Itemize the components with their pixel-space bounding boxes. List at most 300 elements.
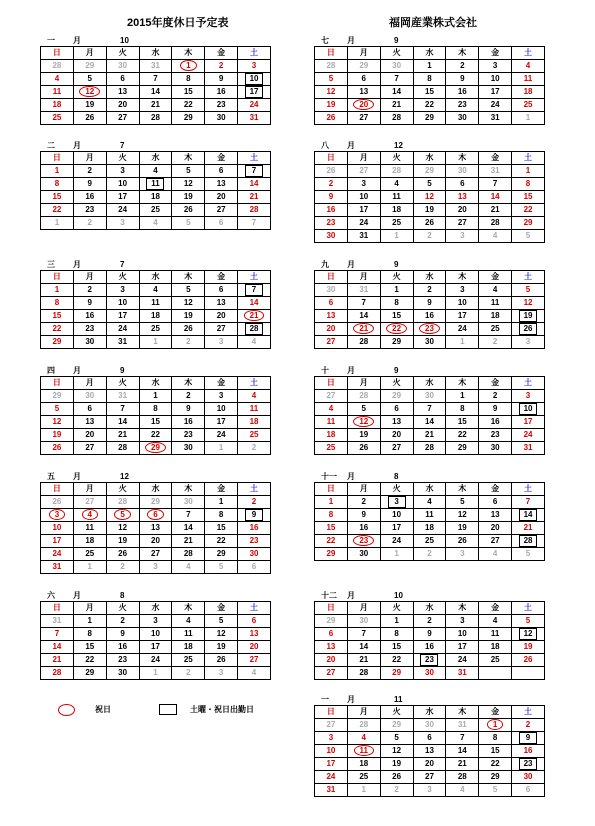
weekday-header: 木 <box>446 483 479 496</box>
day-number: 30 <box>183 497 193 506</box>
weekday-header: 月 <box>347 377 380 390</box>
month-header <box>314 140 545 151</box>
day-cell <box>479 719 512 732</box>
day-number: 18 <box>326 430 336 439</box>
day-cell <box>347 390 380 403</box>
day-cell <box>41 496 74 509</box>
day-cell <box>139 284 172 297</box>
day-number: 1 <box>153 668 158 677</box>
day-number: 3 <box>492 61 498 70</box>
day-number: 13 <box>216 179 226 188</box>
day-number: 19 <box>392 759 402 768</box>
day-cell <box>73 310 106 323</box>
day-cell <box>380 86 413 99</box>
day-cell <box>380 628 413 641</box>
day-cell <box>172 178 205 191</box>
day-number: 24 <box>249 100 259 109</box>
day-cell <box>238 191 271 204</box>
day-number: 15 <box>85 642 95 651</box>
day-cell <box>41 191 74 204</box>
day-number: 7 <box>427 404 432 413</box>
day-number: 25 <box>392 218 402 227</box>
day-number: 13 <box>425 746 434 755</box>
month-label: 月 <box>347 260 355 269</box>
day-cell <box>41 112 74 125</box>
month-table <box>314 482 545 561</box>
day-cell <box>139 403 172 416</box>
day-number: 16 <box>216 87 226 96</box>
holiday-count: 8 <box>120 591 125 600</box>
day-number: 6 <box>218 218 224 227</box>
weekday-header: 土 <box>238 483 271 496</box>
day-number: 24 <box>457 324 467 333</box>
day-number: 29 <box>392 337 402 346</box>
day-cell <box>413 323 446 336</box>
day-number: 3 <box>120 218 125 227</box>
day-number: 25 <box>523 100 533 109</box>
month-header <box>314 35 545 46</box>
day-number: 11 <box>425 510 434 519</box>
day-cell <box>139 509 172 522</box>
week-row <box>315 758 545 771</box>
day-cell <box>380 719 413 732</box>
weekday-header: 土 <box>512 377 545 390</box>
day-number: 4 <box>328 404 334 413</box>
day-cell <box>315 165 348 178</box>
day-cell <box>41 336 74 349</box>
month-header <box>40 590 271 601</box>
day-cell <box>238 99 271 112</box>
day-cell <box>512 230 545 243</box>
day-cell <box>73 73 106 86</box>
day-number: 7 <box>394 74 399 83</box>
day-number: 22 <box>425 100 434 109</box>
day-cell <box>41 323 74 336</box>
day-number: 16 <box>457 87 467 96</box>
day-number: 25 <box>52 113 62 122</box>
day-cell <box>315 758 348 771</box>
day-cell <box>172 60 205 73</box>
day-cell <box>205 403 238 416</box>
day-cell <box>106 86 139 99</box>
day-number: 20 <box>216 192 226 201</box>
day-number: 6 <box>460 179 465 188</box>
day-number: 29 <box>457 443 467 452</box>
day-number: 4 <box>427 497 432 506</box>
day-cell <box>106 416 139 429</box>
day-cell <box>446 403 479 416</box>
day-cell <box>347 86 380 99</box>
day-cell <box>41 416 74 429</box>
week-row <box>315 615 545 628</box>
day-number: 31 <box>359 231 369 240</box>
day-cell <box>446 336 479 349</box>
day-number: 31 <box>326 785 336 794</box>
day-cell <box>380 654 413 667</box>
day-number: 11 <box>85 523 94 532</box>
day-number: 25 <box>490 324 500 333</box>
day-number: 17 <box>52 536 62 545</box>
week-row <box>41 667 271 680</box>
day-number: 20 <box>118 100 128 109</box>
holiday-count: 9 <box>394 260 399 269</box>
day-cell <box>380 429 413 442</box>
weekday-header: 水 <box>413 706 446 719</box>
day-number: 28 <box>359 337 369 346</box>
day-number: 5 <box>87 74 92 83</box>
day-cell <box>347 284 380 297</box>
day-number: 9 <box>186 404 191 413</box>
day-number: 15 <box>326 523 336 532</box>
day-number: 24 <box>457 655 467 664</box>
day-number: 9 <box>87 179 92 188</box>
week-row <box>41 548 271 561</box>
day-cell <box>380 60 413 73</box>
day-cell <box>380 442 413 455</box>
day-number: 29 <box>425 113 434 122</box>
day-number: 11 <box>151 298 160 307</box>
day-cell <box>41 60 74 73</box>
day-number: 12 <box>183 179 193 188</box>
day-cell <box>315 403 348 416</box>
day-number: 2 <box>492 337 498 346</box>
day-number: 8 <box>525 179 531 188</box>
day-cell <box>205 310 238 323</box>
day-cell <box>380 509 413 522</box>
day-cell <box>446 496 479 509</box>
weekday-header: 木 <box>446 152 479 165</box>
day-number: 20 <box>392 430 402 439</box>
day-number: 6 <box>328 629 334 638</box>
day-cell <box>446 284 479 297</box>
day-number: 10 <box>52 523 62 532</box>
day-cell <box>512 310 545 323</box>
day-number: 3 <box>460 231 465 240</box>
day-cell <box>380 535 413 548</box>
day-number: 11 <box>184 629 193 638</box>
week-row <box>315 732 545 745</box>
day-cell <box>238 654 271 667</box>
holiday-circle: 1 <box>487 719 503 730</box>
day-number: 11 <box>326 417 336 426</box>
day-number: 4 <box>525 61 531 70</box>
day-cell <box>41 548 74 561</box>
workday-box: 7 <box>245 165 263 177</box>
day-cell <box>380 522 413 535</box>
day-cell <box>41 165 74 178</box>
day-number: 29 <box>425 166 434 175</box>
day-cell <box>413 771 446 784</box>
day-cell <box>205 336 238 349</box>
day-cell <box>446 548 479 561</box>
day-cell <box>73 204 106 217</box>
day-cell <box>238 496 271 509</box>
day-number: 16 <box>249 523 259 532</box>
day-number: 29 <box>151 497 160 506</box>
month-name: 一 <box>321 695 329 704</box>
day-number: 3 <box>525 337 531 346</box>
day-cell <box>172 535 205 548</box>
day-number: 2 <box>427 285 432 294</box>
day-number: 28 <box>359 391 369 400</box>
day-cell <box>479 60 512 73</box>
week-row <box>41 112 271 125</box>
day-number: 29 <box>216 549 226 558</box>
day-number: 8 <box>328 510 334 519</box>
day-cell <box>139 615 172 628</box>
holiday-circle: 23 <box>419 323 440 334</box>
workday-box: 14 <box>519 509 537 521</box>
week-row <box>41 535 271 548</box>
day-number: 16 <box>490 417 500 426</box>
day-number: 29 <box>85 61 95 70</box>
day-number: 12 <box>392 746 402 755</box>
day-cell <box>205 204 238 217</box>
day-number: 30 <box>457 113 467 122</box>
day-cell <box>315 230 348 243</box>
day-cell <box>347 732 380 745</box>
holiday-legend-circle <box>58 704 75 716</box>
weekday-header: 日 <box>41 377 74 390</box>
weekday-header: 月 <box>347 47 380 60</box>
month-calendar <box>40 590 271 680</box>
weekday-header: 日 <box>315 47 348 60</box>
day-number: 12 <box>52 417 62 426</box>
day-number: 15 <box>52 311 62 320</box>
weekday-header: 日 <box>315 271 348 284</box>
day-number: 10 <box>216 404 226 413</box>
day-cell <box>238 217 271 230</box>
day-cell <box>446 667 479 680</box>
day-number: 26 <box>85 113 95 122</box>
month-name: 七 <box>321 36 329 45</box>
workday-box: 28 <box>519 535 537 547</box>
day-cell <box>512 771 545 784</box>
day-cell <box>512 204 545 217</box>
weekday-header: 木 <box>172 602 205 615</box>
day-cell <box>106 297 139 310</box>
holiday-circle: 29 <box>145 442 166 453</box>
holiday-count: 10 <box>394 591 403 600</box>
weekday-header: 月 <box>73 483 106 496</box>
day-number: 19 <box>85 100 95 109</box>
day-cell <box>73 416 106 429</box>
day-cell <box>106 390 139 403</box>
day-number: 6 <box>87 404 92 413</box>
day-number: 16 <box>85 192 95 201</box>
day-cell <box>315 284 348 297</box>
day-cell <box>446 771 479 784</box>
day-cell <box>41 86 74 99</box>
day-number: 4 <box>54 74 60 83</box>
day-cell <box>139 204 172 217</box>
day-number: 5 <box>218 616 224 625</box>
day-number: 7 <box>153 74 158 83</box>
day-number: 13 <box>216 298 226 307</box>
weekday-header: 日 <box>41 602 74 615</box>
day-cell <box>380 784 413 797</box>
day-number: 29 <box>52 391 62 400</box>
day-cell <box>139 323 172 336</box>
day-number: 3 <box>328 733 334 742</box>
day-number: 31 <box>249 113 259 122</box>
weekday-header: 木 <box>172 152 205 165</box>
weekday-header: 水 <box>139 271 172 284</box>
month-label: 月 <box>73 472 81 481</box>
day-cell <box>347 509 380 522</box>
day-cell <box>139 522 172 535</box>
day-number: 2 <box>186 668 191 677</box>
day-number: 27 <box>425 772 434 781</box>
weekday-header: 木 <box>172 483 205 496</box>
day-number: 13 <box>392 417 402 426</box>
day-number: 18 <box>490 311 500 320</box>
day-number: 30 <box>85 337 95 346</box>
day-number: 30 <box>523 772 533 781</box>
day-cell <box>172 336 205 349</box>
weekday-row <box>315 483 545 496</box>
day-number: 2 <box>394 785 399 794</box>
workday-box: 28 <box>245 323 263 335</box>
day-cell <box>446 191 479 204</box>
day-cell <box>315 535 348 548</box>
day-cell <box>479 732 512 745</box>
day-number: 1 <box>153 337 158 346</box>
day-number: 24 <box>326 772 336 781</box>
day-number: 22 <box>326 536 336 545</box>
month-label: 月 <box>73 591 81 600</box>
week-row <box>41 615 271 628</box>
day-number: 3 <box>251 61 257 70</box>
month-calendar <box>314 365 545 455</box>
day-number: 27 <box>359 113 369 122</box>
day-cell <box>380 191 413 204</box>
day-number: 9 <box>328 192 334 201</box>
month-name: 三 <box>47 260 55 269</box>
month-label: 月 <box>347 366 355 375</box>
day-number: 18 <box>52 100 62 109</box>
day-number: 15 <box>425 87 434 96</box>
weekday-header: 木 <box>446 602 479 615</box>
day-number: 23 <box>249 536 259 545</box>
day-cell <box>139 112 172 125</box>
day-number: 14 <box>183 523 193 532</box>
day-cell <box>479 178 512 191</box>
week-row <box>41 60 271 73</box>
weekday-header: 月 <box>73 602 106 615</box>
weekday-header: 金 <box>205 47 238 60</box>
day-number: 3 <box>153 616 158 625</box>
weekday-header: 金 <box>479 152 512 165</box>
weekday-header: 木 <box>446 47 479 60</box>
day-number: 27 <box>151 549 160 558</box>
week-row <box>315 442 545 455</box>
day-cell <box>41 178 74 191</box>
day-number: 30 <box>359 549 369 558</box>
day-number: 20 <box>85 430 95 439</box>
day-number: 15 <box>457 417 467 426</box>
week-row <box>41 641 271 654</box>
day-cell <box>139 496 172 509</box>
day-cell <box>512 535 545 548</box>
week-row <box>315 416 545 429</box>
day-number: 1 <box>87 562 92 571</box>
week-row <box>41 509 271 522</box>
day-number: 31 <box>151 61 160 70</box>
day-number: 11 <box>392 192 401 201</box>
day-number: 19 <box>425 205 434 214</box>
workday-box: 11 <box>146 178 164 190</box>
day-number: 28 <box>118 443 128 452</box>
day-number: 18 <box>151 192 160 201</box>
day-cell <box>479 191 512 204</box>
day-number: 28 <box>359 720 369 729</box>
day-cell <box>205 509 238 522</box>
weekday-header: 土 <box>512 706 545 719</box>
month-name: 一 <box>47 36 55 45</box>
day-number: 8 <box>218 510 224 519</box>
day-cell <box>479 86 512 99</box>
holiday-count: 7 <box>120 141 125 150</box>
day-number: 15 <box>183 87 193 96</box>
day-cell <box>512 60 545 73</box>
day-cell <box>73 535 106 548</box>
day-number: 24 <box>118 324 128 333</box>
week-row <box>41 217 271 230</box>
day-cell <box>479 784 512 797</box>
day-cell <box>238 336 271 349</box>
weekday-header: 水 <box>413 152 446 165</box>
day-number: 31 <box>118 337 128 346</box>
day-cell <box>172 548 205 561</box>
day-cell <box>238 204 271 217</box>
day-cell <box>380 73 413 86</box>
day-number: 16 <box>85 311 95 320</box>
day-cell <box>446 732 479 745</box>
month-table <box>314 46 545 125</box>
day-number: 26 <box>118 549 128 558</box>
day-cell <box>479 667 512 680</box>
holiday-count: 11 <box>394 695 403 704</box>
day-number: 25 <box>425 536 434 545</box>
day-cell <box>238 548 271 561</box>
workday-box: 7 <box>245 284 263 296</box>
weekday-row <box>315 47 545 60</box>
week-row <box>315 654 545 667</box>
day-cell <box>139 297 172 310</box>
day-cell <box>315 390 348 403</box>
day-cell <box>479 390 512 403</box>
day-cell <box>106 615 139 628</box>
week-row <box>41 323 271 336</box>
day-cell <box>172 641 205 654</box>
day-number: 14 <box>425 417 434 426</box>
day-number: 14 <box>359 311 369 320</box>
day-cell <box>106 165 139 178</box>
day-cell <box>413 548 446 561</box>
day-cell <box>73 561 106 574</box>
day-number: 15 <box>392 311 402 320</box>
day-cell <box>380 112 413 125</box>
day-cell <box>172 509 205 522</box>
day-number: 28 <box>392 166 402 175</box>
day-number: 24 <box>523 430 533 439</box>
day-number: 5 <box>525 285 531 294</box>
weekday-header: 火 <box>380 602 413 615</box>
day-number: 25 <box>151 324 160 333</box>
day-cell <box>205 390 238 403</box>
day-cell <box>446 509 479 522</box>
